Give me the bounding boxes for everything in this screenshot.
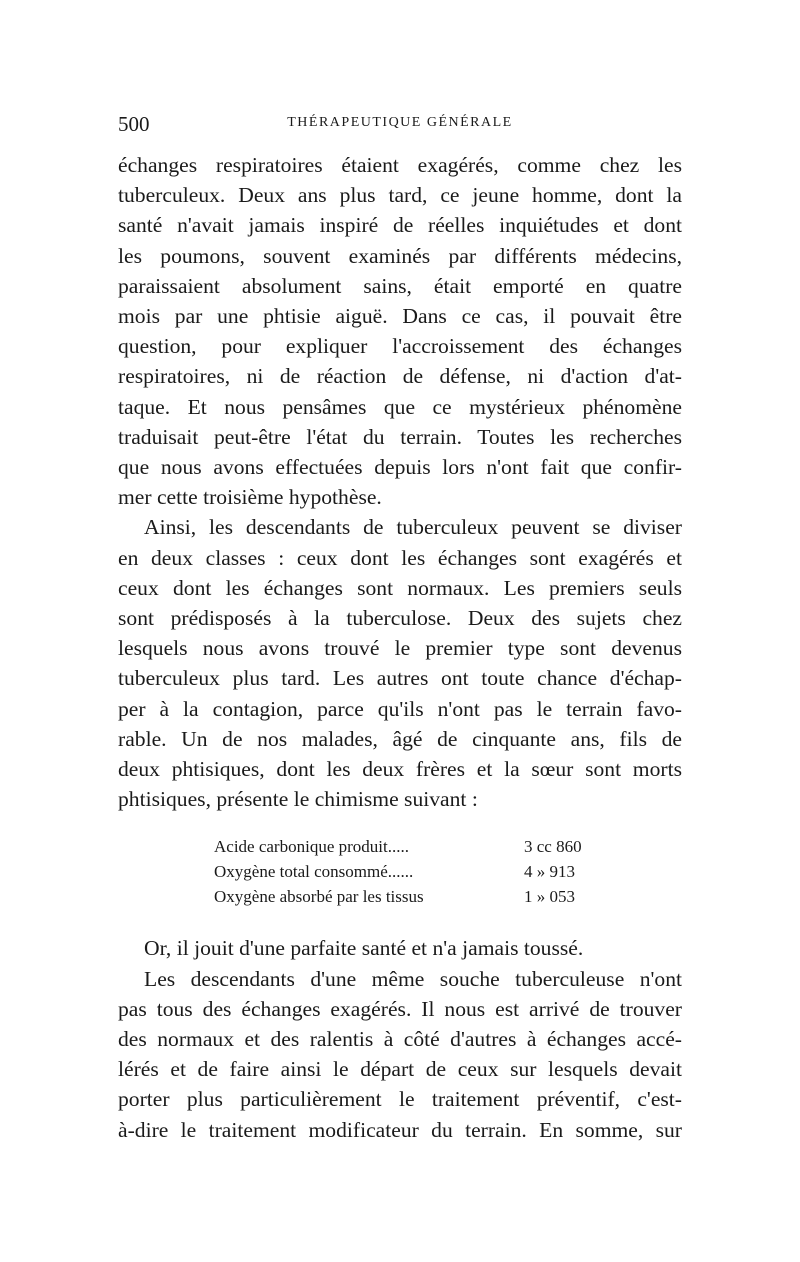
text-line: ceux dont les échanges sont normaux. Les premiers seuls [118,575,682,600]
table-value: 3 cc 860 [524,837,582,857]
text-line: Ainsi, les descendants de tuberculeux peuvent se diviser [144,515,682,540]
text-line: Les descendants d'une même souche tuberculeuse n'ont [144,966,682,991]
text-line: que nous avons effectuées depuis lors n'ont fait que confir- [118,455,682,480]
table-value: 1 » 053 [524,887,575,907]
text-line: lérés et de faire ainsi le départ de ceux sur lesquels devait [118,1057,682,1082]
page-number: 500 [118,112,150,136]
text-line: à-dire le traitement modificateur du terrain. En somme, sur [118,1117,682,1142]
text-line: per à la contagion, parce qu'ils n'ont pas le terrain favo- [118,696,682,721]
paragraph-2 [118,512,682,814]
text-line: santé n'avait jamais inspiré de réelles inquiétudes et dont [118,213,682,238]
text-line: lesquels nous avons trouvé le premier type sont devenus [118,636,682,661]
text-line: deux phtisiques, dont les deux frères et la sœur sont morts [118,757,682,782]
table-row [214,884,682,909]
table-row [214,859,682,884]
table-label: Acide carbonique produit..... [214,837,409,857]
text-line: pas tous des échanges exagérés. Il nous est arrivé de trouver [118,996,682,1021]
text-line: question, pour expliquer l'accroissement des échanges [118,334,682,359]
page-header [118,112,682,142]
table-label: Oxygène total consommé...... [214,862,414,882]
text-line: mer cette troisième hypothèse. [118,485,382,510]
text-line: tuberculeux plus tard. Les autres ont toute chance d'échap- [118,666,682,691]
table-row [214,834,682,859]
running-title: THÉRAPEUTIQUE GÉNÉRALE [287,115,513,130]
text-line: taque. Et nous pensâmes que ce mystérieux phénomène [118,394,682,419]
table-label: Oxygène absorbé par les tissus [214,887,424,907]
text-line: rable. Un de nos malades, âgé de cinquante ans, fils de [118,726,682,751]
text-line: traduisait peut-être l'état du terrain. Toutes les recherches [118,424,682,449]
table-value: 4 » 913 [524,862,575,882]
paragraph-4 [118,964,682,1145]
text-line: porter plus particulièrement le traitement préventif, c'est- [118,1087,682,1112]
text-line: échanges respiratoires étaient exagérés, comme chez les [118,153,682,177]
text-line: en deux classes : ceux dont les échanges sont exagérés et [118,545,682,570]
text-line: phtisiques, présente le chimisme suivant : [118,787,478,812]
text-line: mois par une phtisie aiguë. Dans ce cas, il pouvait être [118,304,682,329]
text-line: paraissaient absolument sains, était emporté en quatre [118,273,682,298]
text-line: respiratoires, ni de réaction de défense, ni d'action d'at- [118,364,682,389]
page-body [118,150,682,1145]
paragraph-3 [118,933,682,963]
text-line: tuberculeux. Deux ans plus tard, ce jeune homme, dont la [118,183,682,208]
text-line: Or, il jouit d'une parfaite santé et n'a jamais toussé. [144,936,584,961]
text-line: sont prédisposés à la tuberculose. Deux des sujets chez [118,606,682,631]
text-line: des normaux et des ralentis à côté d'autres à échanges accé- [118,1027,682,1052]
book-page [118,112,682,1145]
measurement-table [214,834,682,909]
paragraph-1 [118,150,682,512]
text-line: les poumons, souvent examinés par différents médecins, [118,243,682,268]
